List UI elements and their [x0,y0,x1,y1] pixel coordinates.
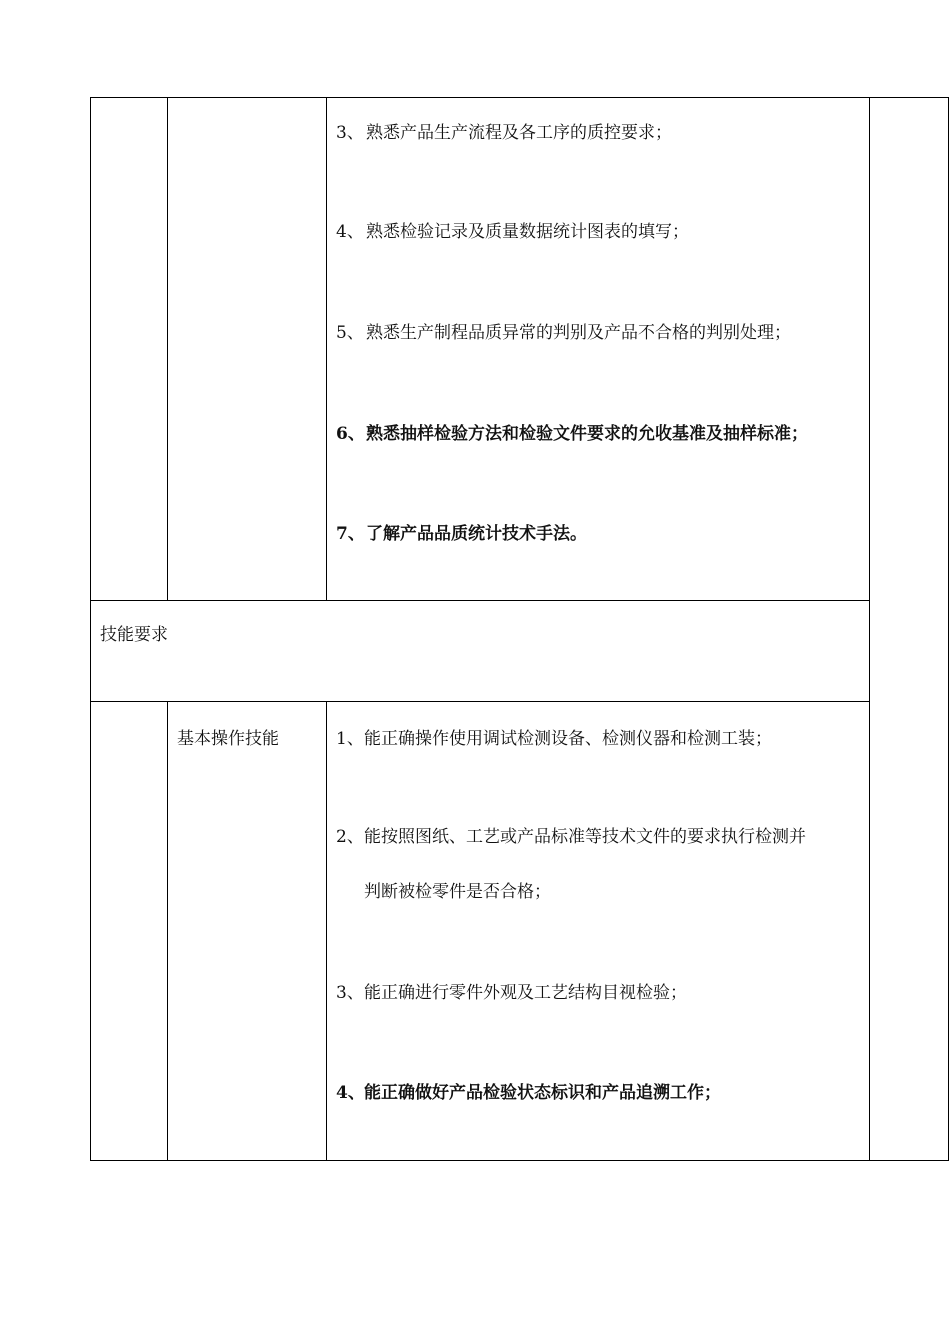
knowledge-item-text: 熟悉抽样检验方法和检验文件要求的允收基准及抽样标准； [366,424,808,444]
knowledge-item-text: 熟悉产品生产流程及各工序的质控要求； [366,123,672,143]
knowledge-item-text: 了解产品品质统计技术手法。 [366,524,587,544]
column-divider-3 [869,97,870,1161]
skill-item-number: 1、 [336,729,364,749]
skill-item-number: 3、 [336,983,364,1003]
table-top-border [90,97,949,98]
skill-item-3 [336,982,687,1004]
table-left-border [90,97,91,1161]
skill-item-number: 4、 [336,1083,365,1103]
skill-item-4 [336,1082,721,1104]
skill-item-text-continued: 判断被检零件是否合格； [364,882,551,902]
row-divider-skill-heading-bottom [90,701,870,702]
table-bottom-border [90,1160,949,1161]
basic-skills-category: 基本操作技能 [177,729,279,749]
knowledge-item-number: 3、 [336,123,364,143]
skill-item-text: 能正确做好产品检验状态标识和产品追溯工作； [364,1083,721,1103]
column-divider-2-upper [326,97,327,601]
skill-item-1 [336,728,772,750]
skill-item-2-line-2 [364,881,551,903]
knowledge-item-number: 7、 [336,524,365,544]
skill-item-text: 能正确操作使用调试检测设备、检测仪器和检测工装； [364,729,772,749]
knowledge-item-text: 熟悉生产制程品质异常的判别及产品不合格的判别处理； [366,323,791,343]
knowledge-item-number: 6、 [336,424,365,444]
column-divider-1-upper [167,97,168,601]
table-right-border [948,97,949,1161]
skill-item-2-line-1 [336,826,806,848]
knowledge-item-4 [336,221,689,243]
knowledge-item-7 [336,523,587,545]
knowledge-item-number: 4、 [336,222,364,242]
column-divider-2-lower [326,701,327,1161]
knowledge-item-3 [336,122,672,144]
skill-section-heading: 技能要求 [100,625,168,645]
skill-item-text: 能正确进行零件外观及工艺结构目视检验； [364,983,687,1003]
knowledge-item-6 [336,423,808,445]
column-divider-1-lower [167,701,168,1161]
skill-item-text: 能按照图纸、工艺或产品标准等技术文件的要求执行检测并 [364,827,806,847]
knowledge-item-5 [336,322,791,344]
skill-item-number: 2、 [336,827,364,847]
knowledge-item-text: 熟悉检验记录及质量数据统计图表的填写； [366,222,689,242]
knowledge-item-number: 5、 [336,323,364,343]
row-divider-skill-heading-top [90,600,870,601]
